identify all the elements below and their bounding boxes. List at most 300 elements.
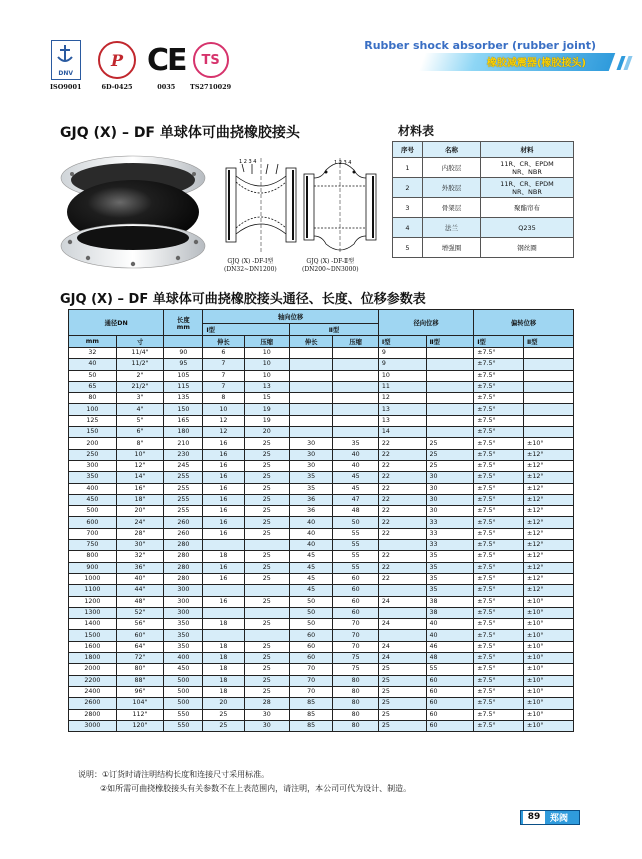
param-cell (333, 381, 379, 392)
param-cell (378, 585, 426, 596)
certification-logos (50, 38, 250, 98)
param-cell: 2200 (69, 675, 117, 686)
param-cell (290, 370, 333, 381)
param-cell: 22 (378, 472, 426, 483)
param-cell: 38 (426, 596, 474, 607)
param-cell: 300 (164, 585, 203, 596)
param-cell: ±12° (524, 528, 574, 539)
param-cell: 60 (426, 686, 474, 697)
param-cell: 11 (378, 381, 426, 392)
param-cell: 25 (426, 438, 474, 449)
header-mm: mm (69, 336, 117, 348)
cert-ts: TS TS2710029 (190, 38, 231, 91)
param-cell: 30 (426, 506, 474, 517)
param-cell: 6" (116, 427, 164, 438)
param-cell: 30 (290, 438, 333, 449)
param-cell: 750 (69, 540, 117, 551)
param-cell: 50 (333, 517, 379, 528)
param-cell: 55 (333, 528, 379, 539)
param-cell: 20 (203, 698, 244, 709)
param-cell: 60 (333, 585, 379, 596)
param-cell: 35 (426, 551, 474, 562)
param-cell: 45 (290, 573, 333, 584)
param-cell (426, 370, 474, 381)
param-cell (290, 427, 333, 438)
param-cell: 280 (164, 551, 203, 562)
param-cell: ±7.5° (474, 359, 524, 370)
param-row (69, 528, 574, 539)
param-cell: 900 (69, 562, 117, 573)
param-cell: ±12° (524, 472, 574, 483)
param-cell: 22 (378, 483, 426, 494)
param-cell: 50 (290, 596, 333, 607)
param-cell: ±12° (524, 483, 574, 494)
param-cell: 30 (244, 709, 290, 720)
param-cell (426, 393, 474, 404)
param-cell: 25 (244, 562, 290, 573)
param-cell (333, 404, 379, 415)
param-cell: 7 (203, 381, 244, 392)
param-cell: ±12° (524, 551, 574, 562)
header-compress-2: 压缩 (333, 336, 379, 348)
param-cell: 22 (378, 449, 426, 460)
param-cell: 10 (244, 359, 290, 370)
param-cell: 90 (164, 348, 203, 359)
material-cell: 外胶层 (423, 178, 481, 198)
param-cell: ±7.5° (474, 585, 524, 596)
param-cell: 55 (333, 551, 379, 562)
param-cell (524, 415, 574, 426)
param-cell: 280 (164, 573, 203, 584)
param-cell: 150 (164, 404, 203, 415)
param-cell: 25 (244, 619, 290, 630)
param-cell: 11/2" (116, 359, 164, 370)
param-row (69, 348, 574, 359)
param-cell: 95 (164, 359, 203, 370)
param-cell (524, 404, 574, 415)
param-cell: 35 (333, 438, 379, 449)
param-cell: 245 (164, 460, 203, 471)
param-cell: 550 (164, 709, 203, 720)
note-2: ②如所需可曲挠橡胶接头有关参数不在上表范围内，请注明，本公司可代为设计、制造。 (100, 784, 412, 793)
param-cell: 70 (290, 675, 333, 686)
param-cell: 16 (203, 460, 244, 471)
param-cell: ±7.5° (474, 381, 524, 392)
param-cell: 25 (244, 528, 290, 539)
param-cell: ±7.5° (474, 404, 524, 415)
param-row (69, 641, 574, 652)
param-cell: 16 (203, 506, 244, 517)
param-cell: 13 (378, 415, 426, 426)
param-cell: 18 (203, 551, 244, 562)
param-cell: 28 (244, 698, 290, 709)
param-cell: 40 (333, 460, 379, 471)
param-cell: ±7.5° (474, 348, 524, 359)
param-cell: 8" (116, 438, 164, 449)
param-cell: 35 (426, 573, 474, 584)
param-cell: 24 (378, 653, 426, 664)
param-cell: 20" (116, 506, 164, 517)
param-cell: ±7.5° (474, 415, 524, 426)
param-cell: 32 (69, 348, 117, 359)
param-cell: 40 (69, 359, 117, 370)
param-cell: 2400 (69, 686, 117, 697)
param-row (69, 596, 574, 607)
param-cell: 21/2" (116, 381, 164, 392)
param-cell: ±7.5° (474, 641, 524, 652)
param-cell (203, 607, 244, 618)
param-cell: 28" (116, 528, 164, 539)
material-cell: 11R、CR、EPDM NR、NBR (481, 178, 574, 198)
param-cell: 120" (116, 720, 164, 731)
param-row (69, 573, 574, 584)
param-cell: ±7.5° (474, 562, 524, 573)
param-cell: ±10° (524, 596, 574, 607)
param-cell: 85 (290, 720, 333, 731)
param-cell: 22 (378, 438, 426, 449)
param-cell: 45 (290, 562, 333, 573)
param-row (69, 393, 574, 404)
param-row (69, 517, 574, 528)
param-cell: 30 (290, 460, 333, 471)
param-cell (290, 393, 333, 404)
param-cell: 105 (164, 370, 203, 381)
param-row (69, 585, 574, 596)
param-cell: 2800 (69, 709, 117, 720)
header-compress-1: 压缩 (244, 336, 290, 348)
param-cell: 40 (333, 449, 379, 460)
param-cell: ±10° (524, 698, 574, 709)
param-cell: 255 (164, 494, 203, 505)
param-cell: 500 (164, 675, 203, 686)
param-cell: 60 (426, 675, 474, 686)
param-cell: 14" (116, 472, 164, 483)
param-cell: 36 (290, 494, 333, 505)
material-cell: 法兰 (423, 218, 481, 238)
param-row (69, 359, 574, 370)
param-cell: 25 (244, 596, 290, 607)
param-cell: 13 (244, 381, 290, 392)
svg-text:1 2 3 4: 1 2 3 4 (334, 160, 352, 166)
param-row (69, 551, 574, 562)
param-cell: ±7.5° (474, 607, 524, 618)
param-cell: 25 (244, 438, 290, 449)
param-cell: 80 (333, 675, 379, 686)
param-cell: 72" (116, 653, 164, 664)
param-cell: 450 (164, 664, 203, 675)
param-cell: ±7.5° (474, 698, 524, 709)
param-cell: 2600 (69, 698, 117, 709)
material-cell: 5 (393, 238, 423, 258)
param-row (69, 720, 574, 731)
header-radial-type2: Ⅱ型 (426, 336, 474, 348)
param-cell: 75 (333, 664, 379, 675)
param-cell: 3" (116, 393, 164, 404)
param-cell (524, 427, 574, 438)
iso-dnv-icon: DNV (51, 40, 81, 80)
drawing-type-2 (300, 156, 380, 256)
param-cell: 500 (69, 506, 117, 517)
param-cell: 40 (290, 540, 333, 551)
param-cell: ±10° (524, 607, 574, 618)
param-cell: 14 (378, 427, 426, 438)
param-cell: 56" (116, 619, 164, 630)
param-cell: 60 (290, 653, 333, 664)
param-cell: 52" (116, 607, 164, 618)
param-cell: ±12° (524, 494, 574, 505)
param-cell: 48 (333, 506, 379, 517)
param-cell: ±7.5° (474, 460, 524, 471)
param-cell: ±7.5° (474, 720, 524, 731)
param-cell: 24" (116, 517, 164, 528)
param-cell: 2000 (69, 664, 117, 675)
param-row (69, 404, 574, 415)
notes (78, 768, 411, 796)
param-cell: 24 (378, 619, 426, 630)
param-cell: 16 (203, 517, 244, 528)
param-cell: 25 (426, 460, 474, 471)
param-cell: ±7.5° (474, 573, 524, 584)
param-cell: 25 (244, 494, 290, 505)
param-cell (333, 370, 379, 381)
param-cell: 35 (290, 483, 333, 494)
param-cell: 70 (290, 664, 333, 675)
param-cell: 280 (164, 540, 203, 551)
param-cell: ±10° (524, 664, 574, 675)
param-cell: 165 (164, 415, 203, 426)
param-cell: 30 (426, 472, 474, 483)
param-cell (426, 427, 474, 438)
param-cell: 10 (378, 370, 426, 381)
param-cell: 18 (203, 619, 244, 630)
param-cell: 25 (244, 472, 290, 483)
param-cell: 250 (69, 449, 117, 460)
param-cell: 47 (333, 494, 379, 505)
header-dn: 通径DN (69, 310, 164, 336)
param-cell: 60 (290, 630, 333, 641)
param-cell (378, 540, 426, 551)
param-cell: 16 (203, 438, 244, 449)
param-cell (290, 348, 333, 359)
param-cell: 32" (116, 551, 164, 562)
param-cell: 12 (203, 427, 244, 438)
param-cell: ±10° (524, 641, 574, 652)
param-cell: ±7.5° (474, 370, 524, 381)
cert-api: P 6D-0425 (98, 38, 136, 91)
param-cell: 48" (116, 596, 164, 607)
param-cell (524, 359, 574, 370)
param-table (68, 309, 574, 732)
param-table-title: GJQ (X) – DF 单球体可曲挠橡胶接头通径、长度、位移参数表 (60, 292, 426, 307)
param-cell (426, 415, 474, 426)
param-cell: 25 (244, 449, 290, 460)
param-cell: 46 (426, 641, 474, 652)
param-row (69, 370, 574, 381)
header-angular-type2: Ⅱ型 (524, 336, 574, 348)
param-cell (524, 370, 574, 381)
param-cell: 500 (164, 686, 203, 697)
param-cell (333, 415, 379, 426)
param-cell: 16 (203, 494, 244, 505)
param-cell: 45 (333, 472, 379, 483)
page-footer (520, 810, 580, 825)
param-cell: 19 (244, 404, 290, 415)
param-cell: 112" (116, 709, 164, 720)
param-cell: 22 (378, 460, 426, 471)
page-number: 89 (523, 811, 545, 824)
param-row (69, 483, 574, 494)
param-cell: 22 (378, 551, 426, 562)
param-cell: 80 (333, 720, 379, 731)
material-cell: 聚酯帘布 (481, 198, 574, 218)
param-cell: 96" (116, 686, 164, 697)
material-cell: 4 (393, 218, 423, 238)
material-row (393, 198, 574, 218)
param-cell: 50 (69, 370, 117, 381)
param-cell (333, 427, 379, 438)
param-cell: 255 (164, 472, 203, 483)
param-cell: 24 (378, 596, 426, 607)
param-row (69, 653, 574, 664)
param-cell: 350 (164, 619, 203, 630)
param-cell: 1500 (69, 630, 117, 641)
param-cell: 10 (244, 348, 290, 359)
param-cell: 115 (164, 381, 203, 392)
param-row (69, 686, 574, 697)
param-row (69, 562, 574, 573)
param-row (69, 709, 574, 720)
param-cell: 22 (378, 573, 426, 584)
note-1: 说明：①订货时请注明结构长度和连接尺寸采用标准。 (78, 770, 270, 779)
materials-table: 序号 名称 材料 1 内胶层 11R、CR、EPDM NR、NBR 2 外胶层 11R、CR、EPDM NR、NBR 3 骨架层 聚酯帘布 4 法兰 Q235 5 增强圈 钢丝圈 (392, 141, 574, 258)
param-cell (333, 359, 379, 370)
rubber-joint-photo (58, 150, 208, 272)
param-cell: 16 (203, 472, 244, 483)
param-cell: ±7.5° (474, 709, 524, 720)
param-cell: 400 (69, 483, 117, 494)
param-cell (426, 359, 474, 370)
param-cell: 180 (164, 427, 203, 438)
param-cell: 18 (203, 653, 244, 664)
param-cell (244, 630, 290, 641)
param-cell: ±7.5° (474, 630, 524, 641)
param-cell: 45 (290, 551, 333, 562)
param-cell: 16 (203, 573, 244, 584)
param-cell: 25 (244, 517, 290, 528)
param-cell: 7 (203, 359, 244, 370)
param-row (69, 449, 574, 460)
param-cell (426, 404, 474, 415)
product-title: GJQ (X) – DF 单球体可曲挠橡胶接头 (60, 125, 300, 141)
param-cell: ±10° (524, 686, 574, 697)
param-cell: 10 (203, 404, 244, 415)
param-cell: 60 (426, 709, 474, 720)
param-cell: 18 (203, 664, 244, 675)
param-cell: 25 (244, 483, 290, 494)
param-cell: 230 (164, 449, 203, 460)
param-cell: 60 (333, 573, 379, 584)
param-cell: 1000 (69, 573, 117, 584)
material-cell: 2 (393, 178, 423, 198)
material-row (393, 158, 574, 178)
param-cell: 64" (116, 641, 164, 652)
param-cell: 135 (164, 393, 203, 404)
param-cell: ±7.5° (474, 506, 524, 517)
param-cell: ±12° (524, 449, 574, 460)
param-cell: ±12° (524, 562, 574, 573)
ce-mark-icon: CE (147, 42, 186, 78)
param-cell: 60 (290, 641, 333, 652)
param-cell: ±7.5° (474, 551, 524, 562)
param-row (69, 540, 574, 551)
param-cell: 9 (378, 359, 426, 370)
material-cell: 11R、CR、EPDM NR、NBR (481, 158, 574, 178)
param-cell: 12" (116, 460, 164, 471)
param-row (69, 607, 574, 618)
param-cell: 45 (333, 483, 379, 494)
param-cell: 15 (244, 393, 290, 404)
param-cell (524, 393, 574, 404)
param-cell: ±7.5° (474, 517, 524, 528)
param-cell: 22 (378, 517, 426, 528)
param-cell (333, 348, 379, 359)
param-cell: ±7.5° (474, 483, 524, 494)
param-cell: 260 (164, 528, 203, 539)
param-cell: ±7.5° (474, 449, 524, 460)
header-angular-type1: Ⅰ型 (474, 336, 524, 348)
param-cell: 800 (69, 551, 117, 562)
param-cell (426, 348, 474, 359)
param-cell: 60 (333, 607, 379, 618)
ts-mark-icon: TS (193, 42, 229, 78)
param-cell: 8 (203, 393, 244, 404)
param-cell (203, 630, 244, 641)
param-cell: 55 (333, 540, 379, 551)
param-cell: 60 (426, 720, 474, 731)
param-cell: 55 (333, 562, 379, 573)
param-cell: 45 (290, 585, 333, 596)
param-cell: 25 (244, 653, 290, 664)
param-cell: 25 (378, 720, 426, 731)
param-cell: 450 (69, 494, 117, 505)
param-cell: 19 (244, 415, 290, 426)
header-radial: 径向位移 (378, 310, 473, 336)
param-cell: 80" (116, 664, 164, 675)
param-cell (524, 381, 574, 392)
param-cell: 11/4" (116, 348, 164, 359)
param-cell: 22 (378, 528, 426, 539)
param-cell: 600 (69, 517, 117, 528)
param-cell: 550 (164, 720, 203, 731)
param-row (69, 506, 574, 517)
param-cell: 25 (244, 664, 290, 675)
param-cell: ±10° (524, 709, 574, 720)
param-cell: 88" (116, 675, 164, 686)
param-cell: 25 (426, 449, 474, 460)
param-cell: 80 (333, 709, 379, 720)
title-english: Rubber shock absorber (rubber joint) (364, 39, 596, 52)
param-cell (290, 415, 333, 426)
param-cell: ±10° (524, 675, 574, 686)
param-cell: 6 (203, 348, 244, 359)
param-cell: 22 (378, 494, 426, 505)
param-cell: 40" (116, 573, 164, 584)
param-cell: ±7.5° (474, 664, 524, 675)
svg-text:1 2 3 4: 1 2 3 4 (239, 159, 257, 165)
material-row (393, 178, 574, 198)
param-cell: 2" (116, 370, 164, 381)
param-cell (203, 585, 244, 596)
